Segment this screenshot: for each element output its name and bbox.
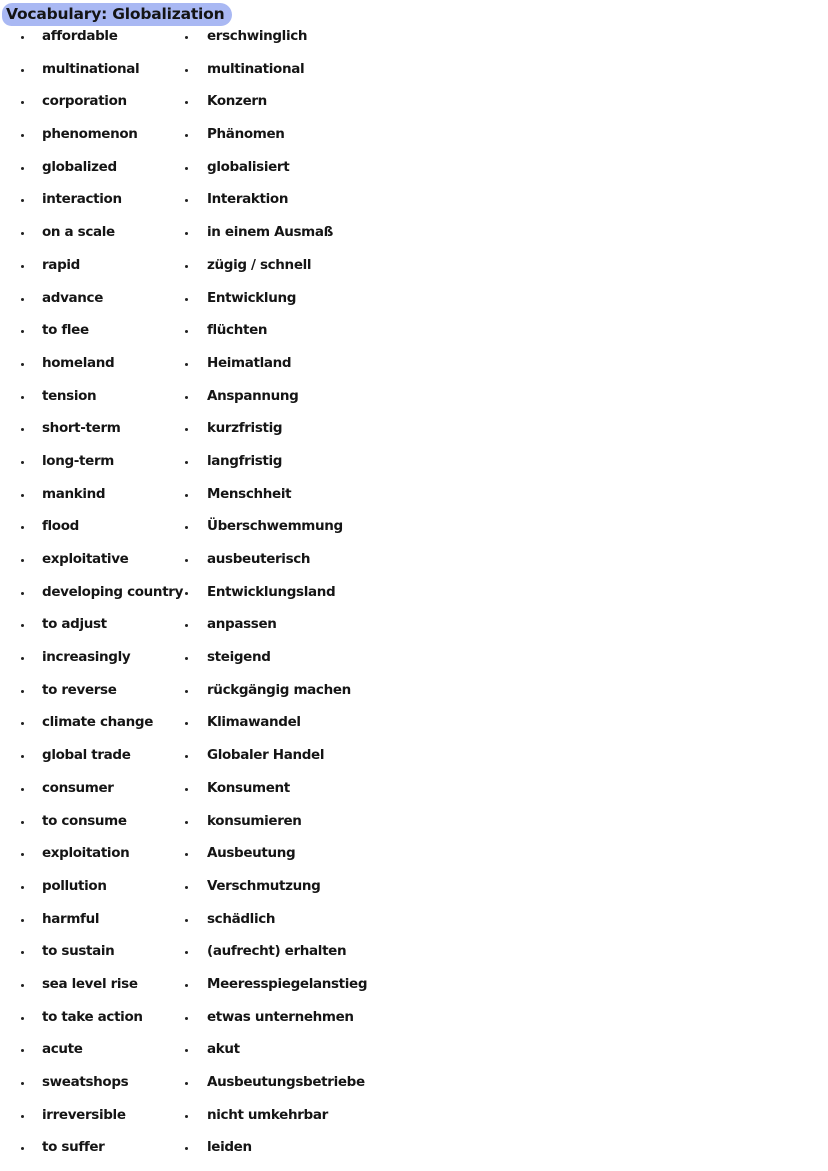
german-term: Ausbeutungsbetriebe	[207, 1074, 365, 1090]
bullet-icon	[21, 265, 24, 268]
bullet-icon	[21, 592, 24, 595]
english-term: affordable	[42, 28, 118, 44]
german-term: Phänomen	[207, 126, 285, 143]
german-term: etwas unternehmen	[207, 1008, 354, 1025]
vocab-row	[0, 871, 828, 904]
vocab-row	[0, 544, 828, 577]
bullet-icon	[185, 624, 188, 627]
vocab-row	[0, 838, 828, 871]
vocab-row	[0, 413, 828, 446]
english-term: acute	[42, 1041, 83, 1058]
german-term: nicht umkehrbar	[207, 1106, 328, 1123]
english-term: rapid	[42, 256, 80, 273]
bullet-icon	[21, 1017, 24, 1020]
bullet-icon	[185, 657, 188, 660]
english-term: to take action	[42, 1008, 143, 1025]
german-term: akut	[207, 1041, 240, 1058]
english-term: mankind	[42, 485, 106, 502]
bullet-icon	[21, 461, 24, 464]
vocab-row	[0, 217, 828, 250]
vocab-row	[0, 609, 828, 642]
bullet-icon	[185, 1049, 188, 1052]
german-term: Überschwemmung	[207, 518, 343, 535]
bullet-icon	[21, 919, 24, 922]
english-term: short-term	[42, 420, 121, 437]
vocab-row	[0, 54, 828, 87]
bullet-icon	[185, 199, 188, 202]
vocab-row	[0, 969, 828, 1002]
bullet-icon	[21, 330, 24, 333]
bullet-icon	[21, 1147, 24, 1150]
bullet-icon	[185, 461, 188, 464]
english-term: to suffer	[42, 1139, 105, 1156]
bullet-icon	[185, 232, 188, 235]
bullet-icon	[185, 298, 188, 301]
english-term: consumer	[42, 779, 114, 796]
english-term: developing country	[42, 583, 184, 600]
bullet-icon	[185, 1115, 188, 1118]
vocab-row	[0, 21, 828, 54]
bullet-icon	[185, 1082, 188, 1085]
bullet-icon	[21, 69, 24, 72]
bullet-icon	[21, 821, 24, 824]
bullet-icon	[185, 69, 188, 72]
bullet-icon	[185, 919, 188, 922]
bullet-icon	[21, 690, 24, 693]
vocab-row	[0, 675, 828, 708]
english-term: multinational	[42, 60, 140, 77]
english-term: pollution	[42, 877, 107, 894]
english-term: sea level rise	[42, 975, 138, 992]
vocab-row	[0, 1002, 828, 1035]
bullet-icon	[21, 755, 24, 758]
bullet-icon	[21, 363, 24, 366]
bullet-icon	[185, 722, 188, 725]
bullet-icon	[185, 167, 188, 170]
bullet-icon	[185, 265, 188, 268]
german-term: flüchten	[207, 322, 268, 339]
vocab-row	[0, 511, 828, 544]
english-term: flood	[42, 518, 79, 535]
vocab-row	[0, 740, 828, 773]
english-term: increasingly	[42, 649, 131, 666]
vocab-row	[0, 1132, 828, 1165]
bullet-icon	[185, 886, 188, 889]
english-term: advance	[42, 289, 104, 306]
german-term: Entwicklung	[207, 289, 297, 306]
vocab-row	[0, 773, 828, 806]
english-term: to consume	[42, 812, 127, 829]
german-term: erschwinglich	[207, 28, 308, 44]
bullet-icon	[21, 788, 24, 791]
german-term: kurzfristig	[207, 420, 283, 437]
english-term: globalized	[42, 158, 117, 175]
bullet-icon	[185, 1017, 188, 1020]
german-term: Konsument	[207, 779, 290, 796]
bullet-icon	[185, 788, 188, 791]
vocab-row	[0, 1067, 828, 1100]
german-term: in einem Ausmaß	[207, 224, 333, 241]
vocab-row	[0, 479, 828, 512]
german-term: Heimatland	[207, 354, 292, 371]
bullet-icon	[185, 984, 188, 987]
vocab-row	[0, 577, 828, 610]
english-term: irreversible	[42, 1106, 126, 1123]
vocab-row	[0, 1100, 828, 1133]
vocab-row	[0, 446, 828, 479]
bullet-icon	[185, 363, 188, 366]
english-term: to sustain	[42, 943, 115, 960]
german-term: globalisiert	[207, 158, 290, 175]
english-term: to adjust	[42, 616, 107, 633]
vocab-row	[0, 283, 828, 316]
vocab-row	[0, 152, 828, 185]
bullet-icon	[21, 951, 24, 954]
bullet-icon	[185, 526, 188, 529]
vocabulary-list	[0, 21, 828, 1165]
english-term: tension	[42, 387, 97, 404]
vocab-row	[0, 348, 828, 381]
german-term: rückgängig machen	[207, 681, 351, 698]
bullet-icon	[21, 853, 24, 856]
german-term: (aufrecht) erhalten	[207, 943, 347, 960]
english-term: to flee	[42, 322, 89, 339]
german-term: konsumieren	[207, 812, 302, 829]
german-term: Interaktion	[207, 191, 289, 208]
german-term: Anspannung	[207, 387, 299, 404]
bullet-icon	[185, 101, 188, 104]
english-term: long-term	[42, 452, 114, 469]
bullet-icon	[185, 1147, 188, 1150]
english-term: homeland	[42, 354, 115, 371]
english-term: corporation	[42, 93, 127, 110]
german-term: ausbeuterisch	[207, 551, 311, 567]
bullet-icon	[21, 494, 24, 497]
bullet-icon	[21, 722, 24, 725]
bullet-icon	[21, 167, 24, 170]
bullet-icon	[185, 690, 188, 693]
vocab-row	[0, 184, 828, 217]
german-term: schädlich	[207, 910, 276, 927]
bullet-icon	[21, 526, 24, 529]
bullet-icon	[185, 755, 188, 758]
german-term: steigend	[207, 649, 271, 666]
english-term: phenomenon	[42, 126, 138, 143]
german-term: Konzern	[207, 93, 267, 110]
german-term: Klimawandel	[207, 714, 301, 731]
english-term: interaction	[42, 191, 122, 208]
german-term: anpassen	[207, 616, 277, 633]
bullet-icon	[21, 1082, 24, 1085]
german-term: Entwicklungsland	[207, 583, 336, 600]
vocab-row	[0, 119, 828, 152]
bullet-icon	[21, 298, 24, 301]
german-term: Globaler Handel	[207, 747, 325, 764]
vocab-row	[0, 806, 828, 839]
bullet-icon	[185, 330, 188, 333]
bullet-icon	[185, 821, 188, 824]
english-term: exploitation	[42, 845, 130, 862]
german-term: zügig / schnell	[207, 256, 312, 273]
vocab-row	[0, 86, 828, 119]
english-term: climate change	[42, 714, 153, 731]
bullet-icon	[21, 428, 24, 431]
german-term: Menschheit	[207, 485, 292, 502]
bullet-icon	[21, 36, 24, 39]
german-term: Verschmutzung	[207, 877, 321, 894]
vocab-row	[0, 707, 828, 740]
vocab-row	[0, 315, 828, 348]
english-term: exploitative	[42, 551, 129, 567]
bullet-icon	[185, 951, 188, 954]
bullet-icon	[185, 134, 188, 137]
bullet-icon	[185, 559, 188, 562]
bullet-icon	[185, 494, 188, 497]
bullet-icon	[21, 199, 24, 202]
english-term: to reverse	[42, 681, 117, 698]
bullet-icon	[21, 886, 24, 889]
bullet-icon	[21, 1049, 24, 1052]
german-term: langfristig	[207, 452, 283, 469]
english-term: harmful	[42, 910, 100, 927]
vocab-row	[0, 381, 828, 414]
german-term: leiden	[207, 1139, 252, 1156]
vocab-row	[0, 1034, 828, 1067]
vocab-row	[0, 904, 828, 937]
bullet-icon	[21, 657, 24, 660]
bullet-icon	[185, 428, 188, 431]
bullet-icon	[185, 853, 188, 856]
english-term: global trade	[42, 747, 131, 764]
bullet-icon	[21, 559, 24, 562]
bullet-icon	[21, 984, 24, 987]
bullet-icon	[185, 592, 188, 595]
bullet-icon	[21, 101, 24, 104]
bullet-icon	[185, 36, 188, 39]
vocab-row	[0, 642, 828, 675]
vocab-row	[0, 936, 828, 969]
bullet-icon	[21, 624, 24, 627]
bullet-icon	[21, 396, 24, 399]
page-title: Vocabulary: Globalization	[6, 5, 225, 23]
english-term: on a scale	[42, 224, 115, 241]
bullet-icon	[21, 134, 24, 137]
german-term: Meeresspiegelanstieg	[207, 975, 368, 992]
german-term: multinational	[207, 60, 305, 77]
vocab-row	[0, 250, 828, 283]
bullet-icon	[21, 1115, 24, 1118]
german-term: Ausbeutung	[207, 845, 296, 862]
english-term: sweatshops	[42, 1074, 129, 1090]
bullet-icon	[21, 232, 24, 235]
bullet-icon	[185, 396, 188, 399]
